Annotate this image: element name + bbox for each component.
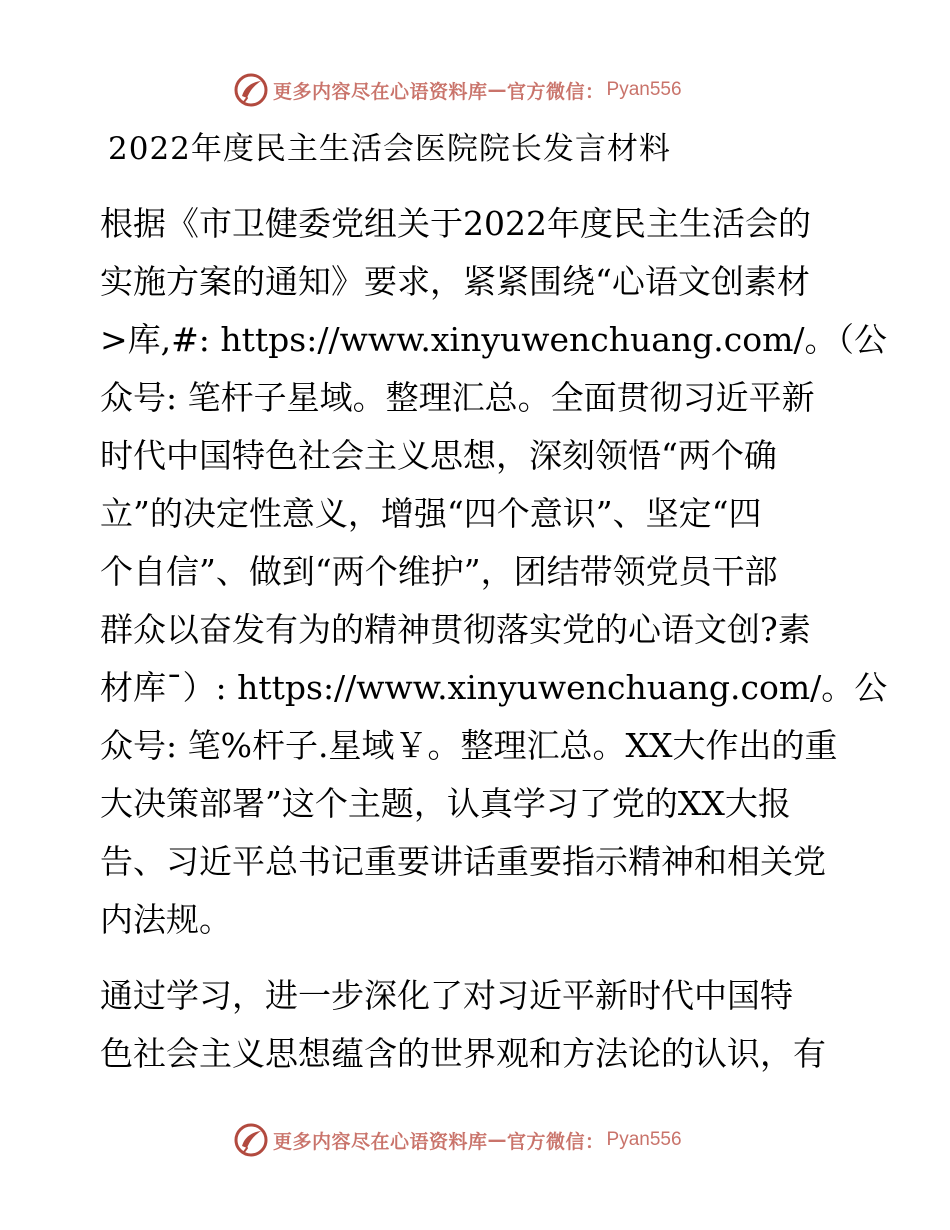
watermark-wechat-id: Pyan556 [606, 79, 682, 100]
paragraph-line: >库,#: https://www.xinyuwenchuang.com/。（公 [100, 320, 888, 359]
paragraph-line: 根据《市卫健委党组关于2022年度民主生活会的 [100, 204, 811, 243]
watermark-separator: — [487, 79, 508, 101]
watermark-separator: — [487, 1129, 508, 1151]
brand-logo-icon [233, 72, 269, 108]
paragraph-line: 群众以奋发有为的精神贯彻落实党的心语文创?素 [100, 610, 811, 649]
watermark-label: 官方微信： [507, 80, 605, 103]
header-watermark [233, 70, 682, 110]
paragraph-line: 告、习近平总书记重要讲话重要指示精神和相关党 [100, 842, 826, 881]
paragraph-line: 众号: 笔%杆子.星域￥。整理汇总。XX大作出的重 [100, 726, 838, 765]
watermark-text: 更多内容尽在心语资料库 [273, 80, 488, 103]
paragraph-line: 色社会主义思想蕴含的世界观和方法论的认识，有 [100, 1034, 826, 1073]
watermark-text: 更多内容尽在心语资料库 [273, 1130, 488, 1153]
watermark-label: 官方微信： [507, 1130, 605, 1153]
paragraph-line: 通过学习，进一步深化了对习近平新时代中国特 [100, 976, 793, 1015]
document-title: 2022年度民主生活会医院院长发言材料 [108, 131, 671, 167]
paragraph-line: 时代中国特色社会主义思想，深刻领悟“两个确 [100, 436, 777, 475]
paragraph-line: 大决策部署”这个主题，认真学习了党的XX大报 [100, 784, 791, 823]
brand-logo-icon [233, 1122, 269, 1158]
footer-watermark [233, 1120, 682, 1160]
paragraph-line: 立”的决定性意义，增强“四个意识”、坚定“四 [100, 494, 762, 533]
paragraph-2 [100, 967, 860, 1083]
paragraph-line: 内法规。 [100, 900, 232, 939]
paragraph-line: 实施方案的通知》要求，紧紧围绕“心语文创素材 [100, 262, 810, 301]
watermark-wechat-id: Pyan556 [606, 1129, 682, 1150]
paragraph-line: 众号: 笔杆子星域。整理汇总。全面贯彻习近平新 [100, 378, 815, 417]
paragraph-line: 个自信”、做到“两个维护”，团结带领党员干部 [100, 552, 778, 591]
paragraph-1 [100, 195, 888, 949]
paragraph-line: 材库¯）: https://www.xinyuwenchuang.com/。公 [100, 668, 888, 707]
